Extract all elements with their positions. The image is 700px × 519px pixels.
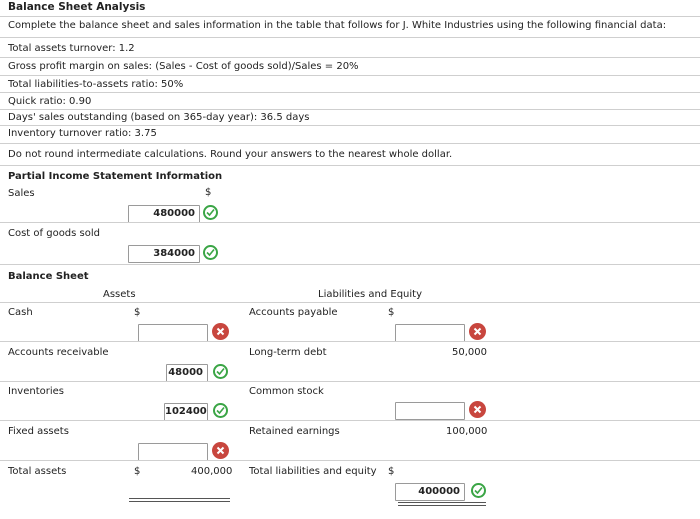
x-circle-icon [212, 323, 229, 340]
common-stock-input[interactable] [395, 402, 465, 420]
data-line: Gross profit margin on sales: (Sales - Cost of goods sold)/Sales = 20% [8, 61, 359, 72]
total-underline [398, 505, 486, 506]
dollar-sign: $ [134, 307, 141, 318]
common-stock-label: Common stock [249, 386, 324, 397]
cogs-input[interactable]: 384000 [128, 245, 200, 263]
accounts-receivable-input[interactable]: 48000 [166, 364, 208, 382]
check-circle-icon [203, 205, 218, 220]
check-circle-icon [203, 245, 218, 260]
data-line: Total liabilities-to-assets ratio: 50% [8, 79, 184, 90]
divider [0, 37, 700, 38]
balance-heading: Balance Sheet [8, 271, 89, 282]
dollar-sign: $ [134, 466, 141, 477]
total-assets-value: 400,000 [191, 466, 233, 477]
long-term-debt-label: Long-term debt [249, 347, 327, 358]
cash-label: Cash [8, 307, 33, 318]
divider [0, 381, 700, 382]
cogs-label: Cost of goods sold [8, 228, 101, 239]
divider [0, 125, 700, 126]
total-underline [129, 501, 230, 502]
data-line: Total assets turnover: 1.2 [8, 43, 135, 54]
retained-earnings-label: Retained earnings [249, 426, 340, 437]
divider [0, 143, 700, 144]
x-circle-icon [469, 401, 486, 418]
check-circle-icon [213, 364, 228, 379]
total-assets-label: Total assets [8, 466, 67, 477]
divider [0, 16, 700, 17]
accounts-payable-label: Accounts payable [249, 307, 338, 318]
page-title: Balance Sheet Analysis [8, 1, 146, 13]
long-term-debt-value: 50,000 [452, 347, 487, 358]
divider [0, 460, 700, 461]
inventories-input[interactable]: 102400 [164, 403, 208, 421]
dollar-sign: $ [205, 187, 212, 198]
rounding-note: Do not round intermediate calculations. Round your answers to the nearest whole dollar. [8, 149, 453, 160]
x-circle-icon [212, 442, 229, 459]
divider [0, 222, 700, 223]
dollar-sign: $ [388, 307, 395, 318]
accounts-payable-input[interactable] [395, 324, 465, 342]
accounts-receivable-label: Accounts receivable [8, 347, 109, 358]
divider [0, 264, 700, 265]
cash-input[interactable] [138, 324, 208, 342]
inventories-label: Inventories [8, 386, 64, 397]
total-underline [129, 498, 230, 499]
divider [0, 165, 700, 166]
total-liabilities-equity-input[interactable]: 400000 [395, 483, 465, 501]
sales-label: Sales [8, 188, 35, 199]
divider [0, 302, 700, 303]
data-line: Inventory turnover ratio: 3.75 [8, 128, 157, 139]
divider [0, 75, 700, 76]
retained-earnings-value: 100,000 [446, 426, 488, 437]
sales-input[interactable]: 480000 [128, 205, 200, 223]
dollar-sign: $ [388, 466, 395, 477]
x-circle-icon [469, 323, 486, 340]
divider [0, 420, 700, 421]
assets-header: Assets [103, 289, 136, 300]
liabilities-header: Liabilities and Equity [318, 289, 423, 300]
check-circle-icon [213, 403, 228, 418]
data-line: Days' sales outstanding (based on 365-day year): 36.5 days [8, 112, 310, 123]
income-heading: Partial Income Statement Information [8, 171, 223, 182]
divider [0, 341, 700, 342]
fixed-assets-label: Fixed assets [8, 426, 69, 437]
fixed-assets-input[interactable] [138, 443, 208, 461]
total-liabilities-equity-label: Total liabilities and equity [249, 466, 377, 477]
divider [0, 109, 700, 110]
instructions-text: Complete the balance sheet and sales information in the table that follows for J. White Industries using the following financial data: [8, 20, 667, 31]
divider [0, 57, 700, 58]
total-underline [398, 502, 486, 503]
data-line: Quick ratio: 0.90 [8, 96, 92, 107]
divider [0, 92, 700, 93]
check-circle-icon [471, 483, 486, 498]
